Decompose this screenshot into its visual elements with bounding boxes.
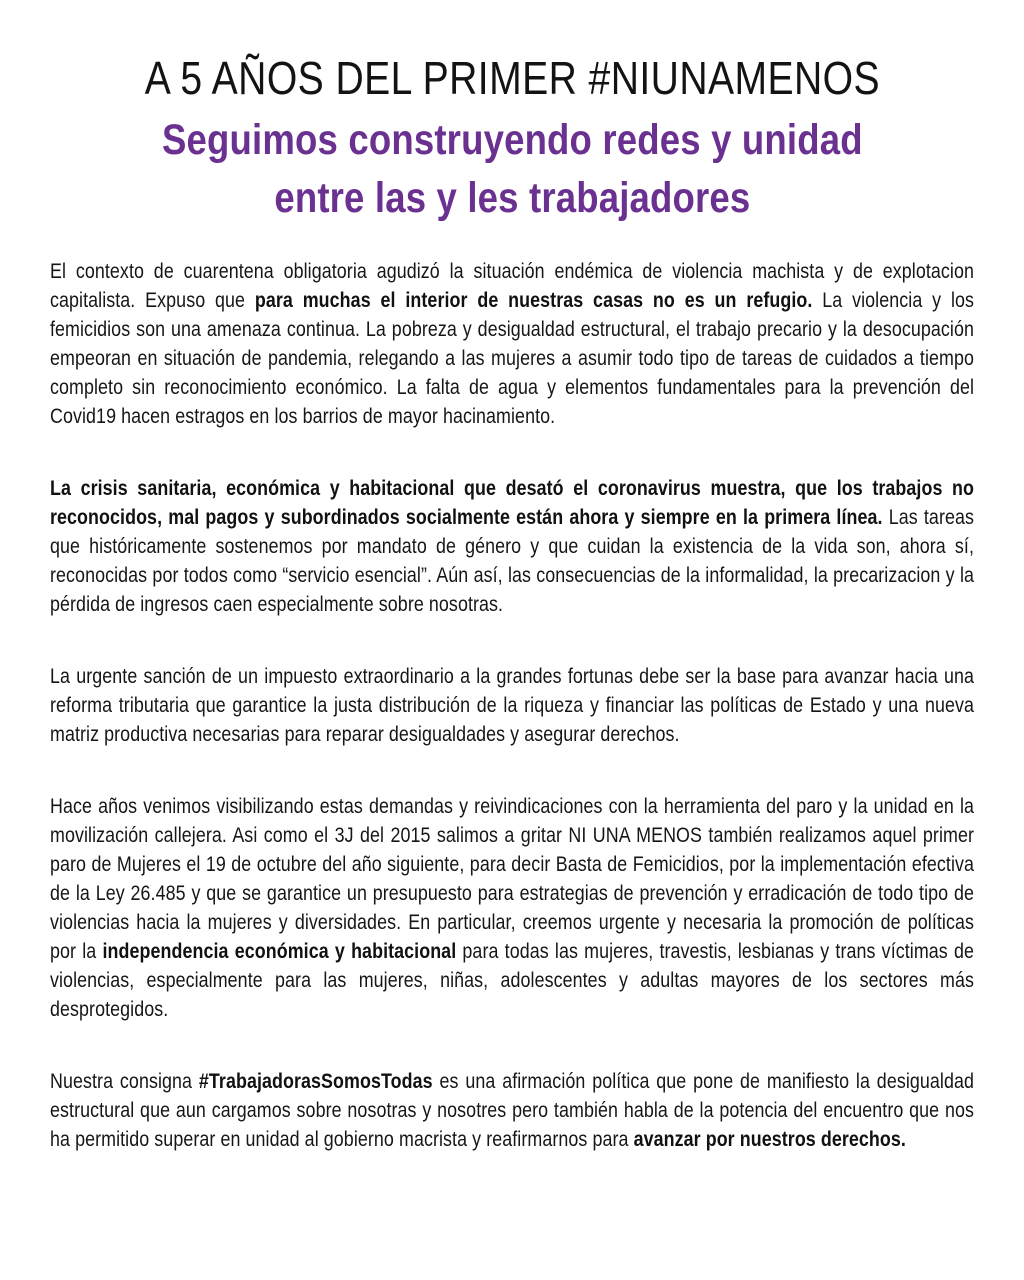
subtitle: [0, 111, 1024, 227]
text-run: Las tareas que históricamente sostenemos por mandato de género y que cuidan la existencia de la vida son, ahora sí, reconocidas por todos como “servicio esencial”. Aún así, las consecuencias de la informalidad, la precarizacion y la pérdida de ingresos caen especialmente sobre nosotras.: [50, 505, 975, 616]
subtitle-line-1: Seguimos construyendo redes y unidad: [161, 115, 863, 164]
paragraph-3: [50, 662, 974, 749]
subtitle-line-2: entre las y les trabajadores: [273, 173, 751, 222]
text-run: La violencia y los femicidios son una amenaza continua. La pobreza y desigualdad estructural, el trabajo precario y la desocupación empeoran en situación de pandemia, relegando a las mujeres a asumir todo tipo de tareas de cuidados a tiempo completo sin reconocimiento económico. La falta de agua y elementos fundamentales para la prevención del Covid19 hacen estragos en los barrios de mayor hacinamiento.: [50, 288, 975, 428]
bold-text-run: independencia económica y habitacional: [102, 939, 457, 963]
text-run: La urgente sanción de un impuesto extraordinario a la grandes fortunas debe ser la base para avanzar hacia una reforma tributaria que garantice la justa distribución de la riqueza y financiar las políticas de Estado y una nueva matriz productiva necesarias para reparar desigualdades y asegurar derechos.: [50, 664, 975, 746]
paragraph-2: [50, 474, 974, 619]
text-run: es una afirmación política que pone de manifiesto la desigualdad estructural que aun cargamos sobre nosotras y nosotres pero también habla de la potencia del encuentro que nos ha permitido superar en unidad al gobierno macrista y reafirmarnos para: [50, 1069, 975, 1151]
bold-text-run: La crisis sanitaria, económica y habitacional que desató el coronavirus muestra, que los trabajos no reconocidos, mal pagos y subordinados socialmente están ahora y siempre en la primera línea.: [50, 476, 975, 529]
text-run: Hace años venimos visibilizando estas demandas y reivindicaciones con la herramienta del paro y la unidad en la movilización callejera. Asi como el 3J del 2015 salimos a gritar NI UNA MENOS también realizamos aquel primer paro de Mujeres el 19 de octubre del año siguiente, para decir Basta de Femicidios, por la implementación efectiva de la Ley 26.485 y que se garantice un presupuesto para estrategias de prevención y erradicación de todo tipo de violencias hacia la mujeres y diversidades. En particular, creemos urgente y necesaria la promoción de políticas por la: [50, 794, 975, 963]
text-run: para todas las mujeres, travestis, lesbianas y trans víctimas de violencias, especialmente para las mujeres, niñas, adolescentes y adultas mayores de los sectores más desprotegidos.: [50, 939, 975, 1021]
document-body-text: [50, 257, 974, 1154]
header: [0, 52, 1024, 227]
bold-text-run: avanzar por nuestros derechos.: [633, 1127, 906, 1151]
bold-text-run: #TrabajadorasSomosTodas: [198, 1069, 433, 1093]
text-run: El contexto de cuarentena obligatoria agudizó la situación endémica de violencia machista y de explotacion capitalista. Expuso que: [50, 259, 975, 312]
main-title: A 5 AÑOS DEL PRIMER #NIUNAMENOS: [144, 52, 880, 104]
paragraph-4: [50, 792, 974, 1024]
document-body: [50, 257, 974, 1154]
text-run: Nuestra consigna: [50, 1069, 199, 1093]
paragraph-1: [50, 257, 974, 431]
paragraph-5: [50, 1067, 974, 1154]
bold-text-run: para muchas el interior de nuestras casas no es un refugio.: [254, 288, 813, 312]
